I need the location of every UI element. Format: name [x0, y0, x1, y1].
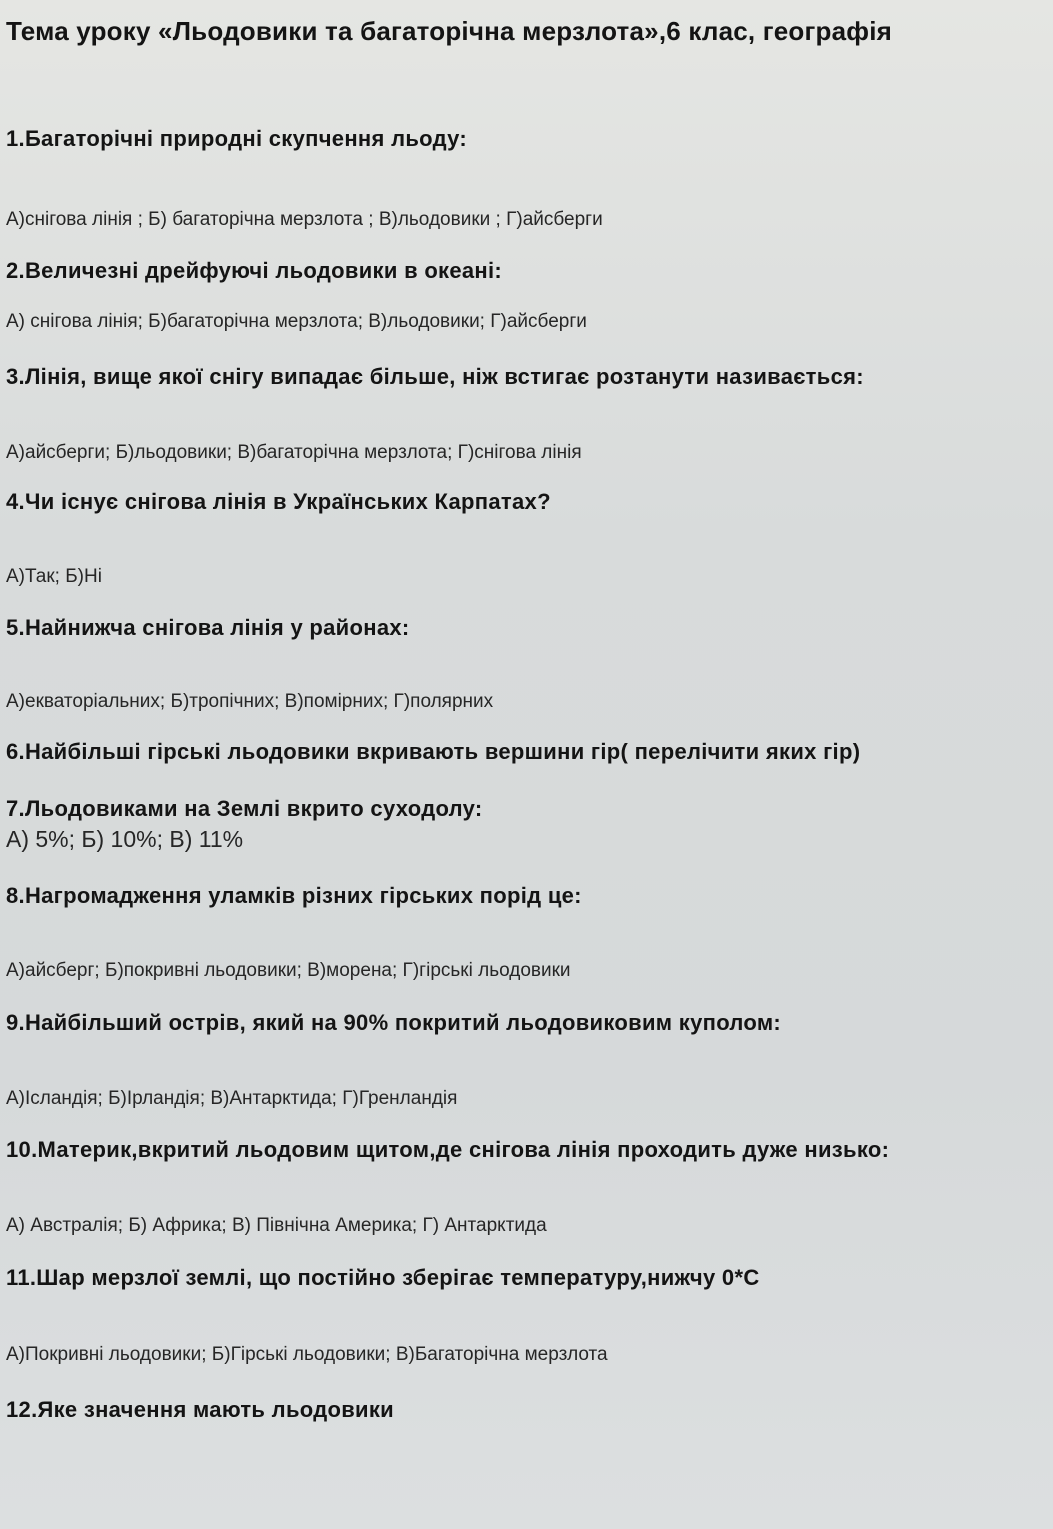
answers-8: А)айсберг; Б)покривні льодовики; В)морена; Г)гірські льодовики — [6, 960, 571, 981]
question-5: 5.Найнижча снігова лінія у районах: — [6, 615, 410, 640]
answers-4: А)Так; Б)Ні — [6, 566, 102, 587]
answers-2: А) снігова лінія; Б)багаторічна мерзлота; В)льодовики; Г)айсберги — [6, 311, 587, 332]
question-8: 8.Нагромадження уламків різних гірських порід це: — [6, 883, 582, 908]
question-3: 3.Лінія, вище якої снігу випадає більше, ніж встигає розтанути називається: — [6, 364, 864, 389]
question-2: 2.Величезні дрейфуючі льодовики в океані: — [6, 258, 503, 283]
question-9: 9.Найбільший острів, який на 90% покритий льодовиковим куполом: — [6, 1010, 782, 1035]
question-12: 12.Яке значення мають льодовики — [6, 1397, 395, 1422]
answers-5: А)екваторіальних; Б)тропічних; В)помірних; Г)полярних — [6, 691, 494, 712]
question-11: 11.Шар мерзлої землі, що постійно зберігає температуру,нижчу 0*С — [6, 1265, 760, 1290]
answers-1: А)снігова лінія ; Б) багаторічна мерзлота ; В)льодовики ; Г)айсберги — [6, 209, 603, 230]
question-1: 1.Багаторічні природні скупчення льоду: — [6, 126, 468, 151]
page-title: Тема уроку «Льодовики та багаторічна мерзлота»,6 клас, географія — [6, 16, 893, 46]
question-7: 7.Льодовиками на Землі вкрито суходолу: — [6, 796, 483, 821]
question-4: 4.Чи існує снігова лінія в Українських Карпатах? — [6, 489, 551, 514]
answers-9: А)Ісландія; Б)Ірландія; В)Антарктида; Г)Гренландія — [6, 1088, 458, 1109]
answers-10: А) Австралія; Б) Африка; В) Північна Америка; Г) Антарктида — [6, 1215, 547, 1236]
question-6: 6.Найбільші гірські льодовики вкривають вершини гір( перелічити яких гір) — [6, 739, 861, 764]
answers-7: А) 5%; Б) 10%; В) 11% — [6, 826, 244, 852]
answers-11: А)Покривні льодовики; Б)Гірські льодовики; В)Багаторічна мерзлота — [6, 1344, 608, 1365]
answers-3: А)айсберги; Б)льодовики; В)багаторічна мерзлота; Г)снігова лінія — [6, 442, 582, 463]
question-10: 10.Материк,вкритий льодовим щитом,де снігова лінія проходить дуже низько: — [6, 1137, 890, 1162]
